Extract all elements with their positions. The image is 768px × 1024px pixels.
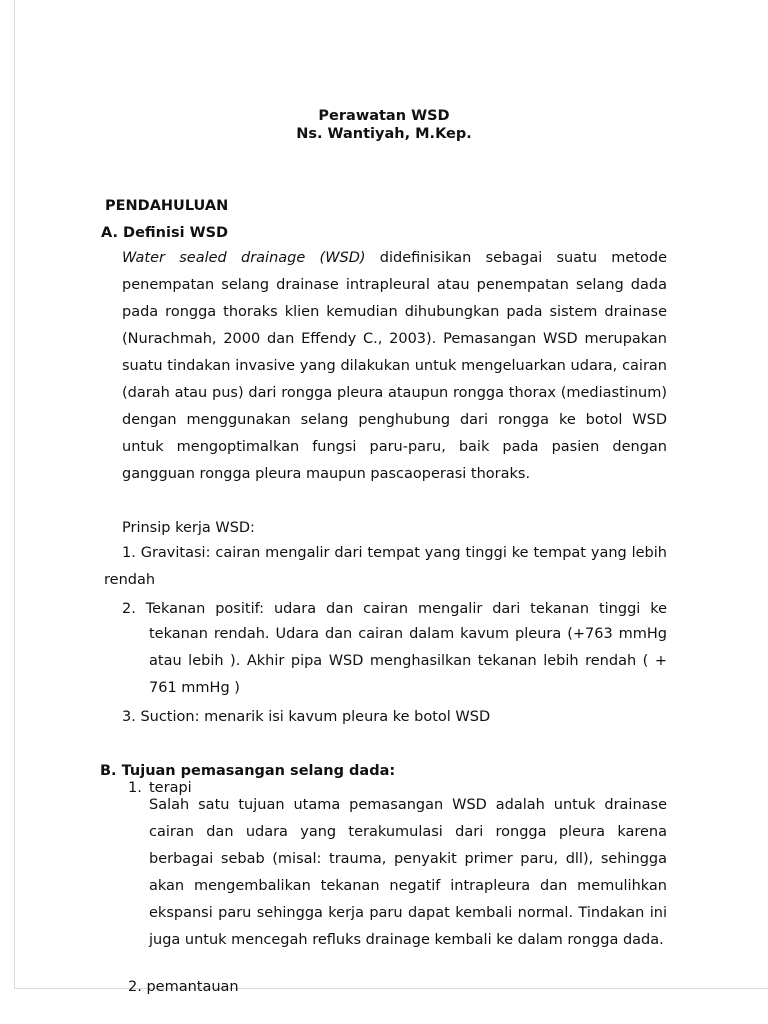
section-b-item-1-number: 1. [128,780,142,796]
definition-term: Water sealed drainage (WSD) [122,250,366,266]
principle-item-1: 1. Gravitasi: cairan mengalir dari tempat yang tinggi ke tempat yang lebih rendah [104,545,667,588]
document-title: Perawatan WSD [318,108,450,124]
section-a-heading: A. Definisi WSD [101,225,229,241]
intro-heading: PENDAHULUAN [105,198,229,214]
principle-item-3: 3. Suction: menarik isi kavum pleura ke botol WSD [122,709,491,725]
section-b-heading: B. Tujuan pemasangan selang dada: [100,763,396,779]
definition-paragraph [122,245,667,488]
principle-item-2-lead: 2. Tekanan positif: udara dan cairan mengalir dari tekanan tinggi ke [122,601,667,617]
principles-heading: Prinsip kerja WSD: [122,520,255,536]
section-b-item-1-text: Salah satu tujuan utama pemasangan WSD adalah untuk drainase cairan dan udara yang terakumulasi dari rongga pleura karena berbagai sebab (misal: trauma, penyakit primer paru, dll), sehingga akan mengembalikan tekanan negatif intrapleura dan memulihkan ekspansi paru sehingga kerja paru dapat kembali normal. Tindakan ini juga untuk mencegah refluks drainage kembali ke dalam rongga dada. [149,797,667,948]
section-b-item-1-label: terapi [149,780,192,796]
page-left-edge [14,0,15,988]
document-author: Ns. Wantiyah, M.Kep. [296,126,472,142]
principle-item-2-continuation: tekanan rendah. Udara dan cairan dalam kavum pleura (+763 mmHg atau lebih ). Akhir pipa WSD menghasilkan tekanan lebih rendah ( + 761 mmHg ) [149,626,667,696]
definition-text: didefinisikan sebagai suatu metode penempatan selang drainase intrapleural atau penempatan selang dada pada rongga thoraks klien kemudian dihubungkan pada sistem drainase (Nurachmah, 2000 dan Effendy C., 2003). Pemasangan WSD merupakan suatu tindakan invasive yang dilakukan untuk mengeluarkan udara, cairan (darah atau pus) dari rongga pleura ataupun rongga thorax (mediastinum) dengan menggunakan selang penghubung dari rongga ke botol WSD untuk mengoptimalkan fungsi paru-paru, baik pada pasien dengan gangguan rongga pleura maupun pascaoperasi thoraks. [122,250,667,482]
section-b-item-2-partial: 2. pemantauan [128,979,239,995]
